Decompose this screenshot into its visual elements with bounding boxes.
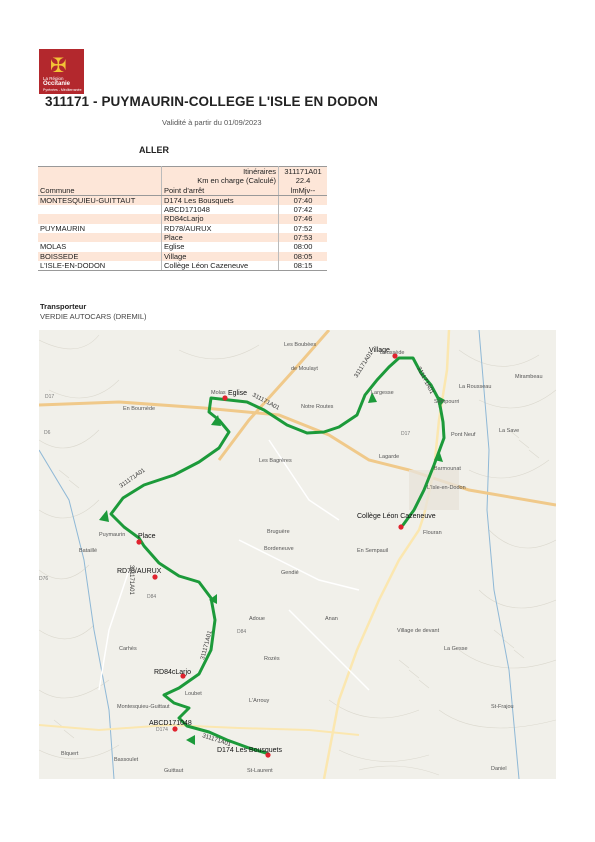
schedule-header-row — [38, 167, 327, 177]
road-label: D6 — [44, 430, 51, 436]
direction-label: ALLER — [139, 145, 169, 155]
km-label: Km en charge (Calculé) — [162, 176, 279, 185]
itinerary-label: Itinéraires — [162, 167, 279, 177]
road-label: D174 — [156, 727, 168, 733]
validity-date: Validité à partir du 01/09/2023 — [162, 118, 262, 127]
place-label: Bruguère — [267, 529, 290, 535]
place-label: Pont Neuf — [451, 432, 476, 438]
stop-label-bousquets: D174 Les Bousquets — [217, 747, 282, 754]
col-days: lmMjv-- — [279, 186, 328, 196]
place-label: Bordeneuve — [264, 546, 294, 552]
schedule-km-row — [38, 176, 327, 185]
place-label: La Save — [499, 428, 520, 434]
table-row: Place 07:53 — [38, 233, 327, 242]
occitan-cross-icon: ✠ — [50, 53, 67, 77]
transport-label: Transporteur — [40, 302, 87, 311]
place-label: Bassoulet — [114, 757, 139, 763]
logo-text-3: Pyrénées - Méditerranée — [43, 88, 82, 92]
place-label: Barmounat — [434, 466, 461, 472]
page-title: 311171 - PUYMAURIN-COLLEGE L'ISLE EN DODON — [45, 94, 378, 109]
table-row: PUYMAURIN RD78/AURUX 07:52 — [38, 224, 327, 233]
place-label: Notre Routes — [301, 404, 334, 410]
place-label: La Gesse — [444, 646, 468, 652]
place-label: Puymaurin — [99, 532, 126, 538]
place-label: Molas — [211, 390, 226, 396]
table-row: BOISSEDE Village 08:05 — [38, 252, 327, 261]
stop-marker-eglise — [222, 395, 227, 400]
itinerary-value: 311171A01 — [279, 167, 328, 177]
road-label: D84 — [147, 594, 157, 600]
place-label: Carhès — [119, 646, 137, 652]
stop-label-rd84: RD84cLarjo — [154, 669, 191, 676]
place-label: Village de devant — [397, 628, 440, 634]
table-row: RD84cLarjo 07:46 — [38, 214, 327, 223]
place-label: St-Frajou — [491, 704, 514, 710]
place-label: L'Isle-en-Dodon — [427, 485, 466, 491]
place-label: Flouran — [423, 530, 442, 536]
road-label: D17 — [45, 394, 55, 400]
road-label: D84 — [237, 629, 247, 635]
place-label: Mirambeau — [515, 374, 543, 380]
schedule-table — [38, 166, 327, 271]
place-label: Rozès — [264, 656, 280, 662]
place-label: St-Laurent — [247, 768, 273, 774]
route-map — [39, 330, 556, 779]
place-label: Largesse — [371, 390, 394, 396]
table-row: MONTESQUIEU-GUITTAUT D174 Les Bousquets 07:40 — [38, 195, 327, 205]
place-label: de Moulayt — [291, 366, 318, 372]
table-row: ABCD171048 07:42 — [38, 205, 327, 214]
route-label: 311171A01 — [353, 350, 375, 380]
place-label: En Sempauil — [357, 548, 389, 554]
km-value: 22.4 — [295, 176, 311, 186]
map-background — [39, 330, 556, 779]
col-stop: Point d'arrêt — [162, 186, 279, 196]
schedule-columns-row — [38, 186, 327, 196]
stop-marker-place — [136, 539, 141, 544]
stop-label-college: Collège Léon Cazeneuve — [357, 513, 436, 520]
region-logo — [39, 49, 84, 94]
place-label: Adoue — [249, 616, 265, 622]
place-label: Gendié — [281, 570, 299, 576]
place-label: En Bournède — [123, 406, 156, 412]
place-label: La Rousseau — [459, 384, 492, 390]
place-label: Les Bagrères — [259, 458, 292, 464]
place-label: Guittaut — [164, 768, 184, 774]
stop-label-abcd: ABCD171048 — [149, 720, 192, 727]
stop-label-rd78: RD78/AURUX — [117, 568, 162, 575]
place-label: Montesquieu-Guittaut — [117, 704, 170, 710]
place-label: Loubet — [185, 691, 202, 697]
col-commune: Commune — [38, 186, 162, 196]
place-label: Blquert — [61, 751, 79, 757]
place-label: Sémpourri — [434, 399, 460, 405]
transport-operator: VERDIE AUTOCARS (DREMIL) — [40, 312, 147, 321]
place-label: Daniel — [491, 766, 507, 772]
stop-marker-rd78 — [152, 574, 157, 579]
road-label: D17 — [401, 431, 411, 437]
logo-text-1: La Région — [43, 76, 64, 81]
place-label: Anan — [325, 616, 338, 622]
route-label: 311171A01 — [415, 366, 435, 396]
stop-label-village: Village — [369, 347, 390, 354]
stop-marker-abcd — [172, 726, 177, 731]
place-label: Boussède — [380, 350, 405, 356]
stop-marker-college — [398, 524, 403, 529]
place-label: Bataillé — [79, 548, 98, 554]
stop-label-place: Place — [138, 533, 156, 540]
place-label: Les Boubèes — [284, 342, 317, 348]
route-label: 311171A01 — [118, 467, 147, 490]
table-row: MOLAS Eglise 08:00 — [38, 242, 327, 251]
route-label: 311171A01 — [128, 565, 134, 595]
road-label: D76 — [39, 576, 49, 582]
place-label: L'Arrouy — [249, 698, 270, 704]
table-row: L'ISLE-EN-DODON Collège Léon Cazeneuve 08:15 — [38, 261, 327, 271]
route-label: 311171A01 — [251, 392, 281, 412]
logo-text-2: Occitanie — [43, 81, 71, 87]
route-label: 311171A01 — [201, 733, 232, 749]
stop-label-eglise: Eglise — [228, 390, 248, 397]
route-label: 311171A01 — [200, 630, 214, 661]
place-label: Lagarde — [379, 454, 400, 460]
